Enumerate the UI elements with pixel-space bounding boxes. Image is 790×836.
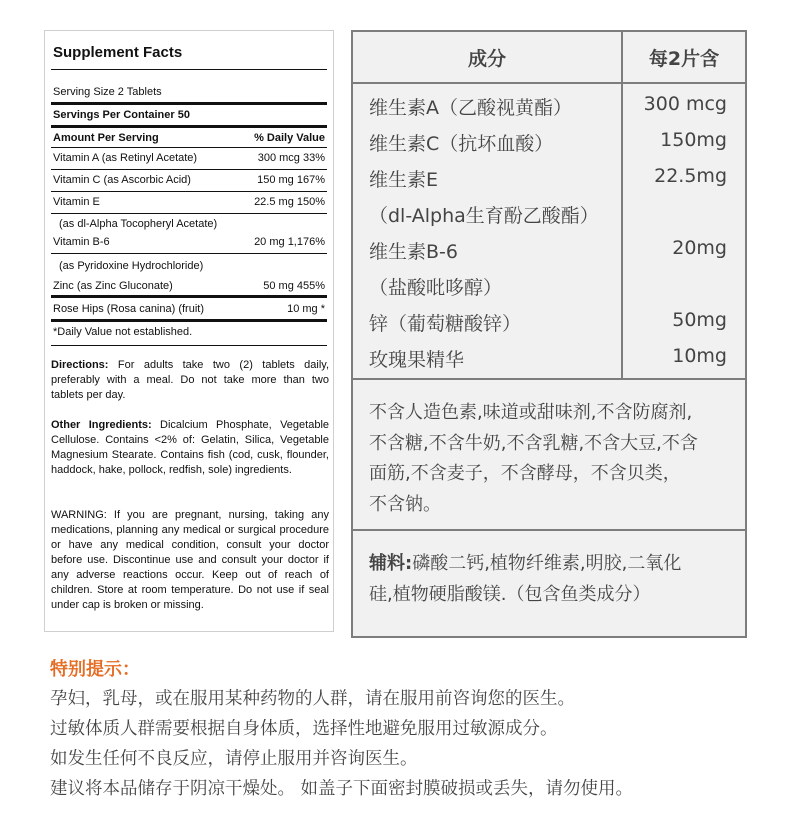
daily-value-header: % Daily Value [254,132,325,144]
divider [51,191,327,192]
divider [51,295,327,298]
divider [51,169,327,170]
directions-label: Directions: [51,359,109,371]
divider [51,102,327,105]
ingredient-name: 玫瑰果精华 [369,349,465,371]
supplement-facts-title: Supplement Facts [53,44,183,61]
table-header [353,32,745,84]
divider [51,69,327,70]
divider [51,253,327,254]
nutrient-name: Rose Hips (Rosa canina) (fruit) [53,303,204,315]
divider [51,213,327,214]
other-ingredients-text: Dicalcium Phosphate, Vegetable Cellulose. Contains <2% of: Gelatin, Silica, Vegetable Magnesium Stearate. Contains fish (cod, cusk, flounder, haddock, hake, pollock, redfish, sole) ingredients. [51,419,330,476]
divider [51,345,327,346]
header-ingredient: 成分 [467,48,506,70]
excipients-line1: 磷酸二钙,植物纤维素,明胶,二氧化 [412,553,682,574]
ingredient-name: 锌（葡萄糖酸锌） [369,313,522,335]
column-divider [621,32,623,380]
nutrient-name: Zinc (as Zinc Gluconate) [53,280,173,292]
excipients-text [369,548,733,610]
ingredient-name: 维生素C（抗坏血酸） [369,133,554,155]
free-from-text [369,398,733,520]
divider [51,319,327,322]
free-from-line: 面筋,不含麦子，不含酵母，不含贝类， [369,463,681,484]
nutrient-value: 22.5 mg 150% [254,196,325,208]
warning-text: WARNING: If you are pregnant, nursing, taking any medications, planning any medical or surgical procedure or have any medical condition, consult your doctor before use. Discontinue use and consult your doctor if any adverse reactions occur. Keep out of reach of children. Store at room temperature. Do not use if seal under cap is broken or missing. [51,509,329,611]
nutrient-name: Vitamin A (as Retinyl Acetate) [53,152,198,164]
free-from-line: 不含钠。 [369,493,441,515]
other-ingredients [51,418,329,478]
ingredient-amount: 300 mcg [643,93,727,115]
free-from-line: 不含人造色素,味道或甜味剂,不含防腐剂, [369,402,693,423]
nutrient-name: Vitamin C (as Ascorbic Acid) [53,174,191,186]
nutrient-value: 10 mg * [287,303,325,315]
excipients-line [369,548,733,579]
ingredient-amount: 150mg [660,129,727,151]
servings-per-container: Servings Per Container 50 [53,109,190,121]
other-ingredients-label: Other Ingredients: [51,419,152,431]
ingredient-source: （dl-Alpha生育酚乙酸酯） [369,205,599,227]
notice-line: 孕妇，乳母，或在服用某种药物的人群，请在服用前咨询您的医生。 [50,689,575,709]
notice-line: 过敏体质人群需要根据自身体质，选择性地避免服用过敏源成分。 [50,719,558,739]
ingredient-source: （盐酸吡哆醇） [369,277,503,299]
divider [51,125,327,128]
excipients-line2: 硅,植物硬脂酸镁.（包含鱼类成分） [369,584,651,605]
nutrient-value: 50 mg 455% [263,280,325,292]
notice-line: 建议将本品储存于阴凉干燥处。 如盖子下面密封膜破损或丢失，请勿使用。 [50,779,634,799]
excipients-label: 辅料: [369,553,413,574]
nutrient-value: 20 mg 1,176% [254,236,325,248]
section-divider [353,378,745,380]
free-from-line: 不含糖,不含牛奶,不含乳糖,不含大豆,不含 [369,432,698,454]
nutrient-source: (as dl-Alpha Tocopheryl Acetate) [59,218,218,230]
nutrient-source: (as Pyridoxine Hydrochloride) [59,260,204,272]
notice-line: 如发生任何不良反应，请停止服用并咨询医生。 [50,749,418,769]
ingredient-name: 维生素B-6 [369,241,458,263]
ingredient-amount: 50mg [672,309,727,331]
directions [51,358,329,403]
ingredient-amount: 10mg [672,345,727,367]
serving-size: Serving Size 2 Tablets [53,86,162,98]
ingredient-amount: 20mg [672,237,727,259]
supplement-facts-label [44,30,334,632]
nutrient-value: 150 mg 167% [257,174,325,186]
cn-ingredient-table [351,30,747,638]
nutrient-name: Vitamin B-6 [53,236,110,248]
divider [51,147,327,148]
ingredient-name: 维生素E [369,169,439,191]
footnote: *Daily Value not established. [53,326,193,338]
notice-title: 特别提示： [50,659,140,680]
header-amount: 每2片含 [648,48,720,70]
ingredient-amount: 22.5mg [654,165,727,187]
section-divider [353,529,745,531]
nutrient-name: Vitamin E [53,196,100,208]
ingredient-name: 维生素A（乙酸视黄酯） [369,97,572,119]
nutrient-value: 300 mcg 33% [257,152,325,164]
amount-header: Amount Per Serving [53,132,159,144]
directions-text: For adults take two (2) tablets daily, preferably with a meal. Do not take more than two tablets per day. [51,359,329,401]
